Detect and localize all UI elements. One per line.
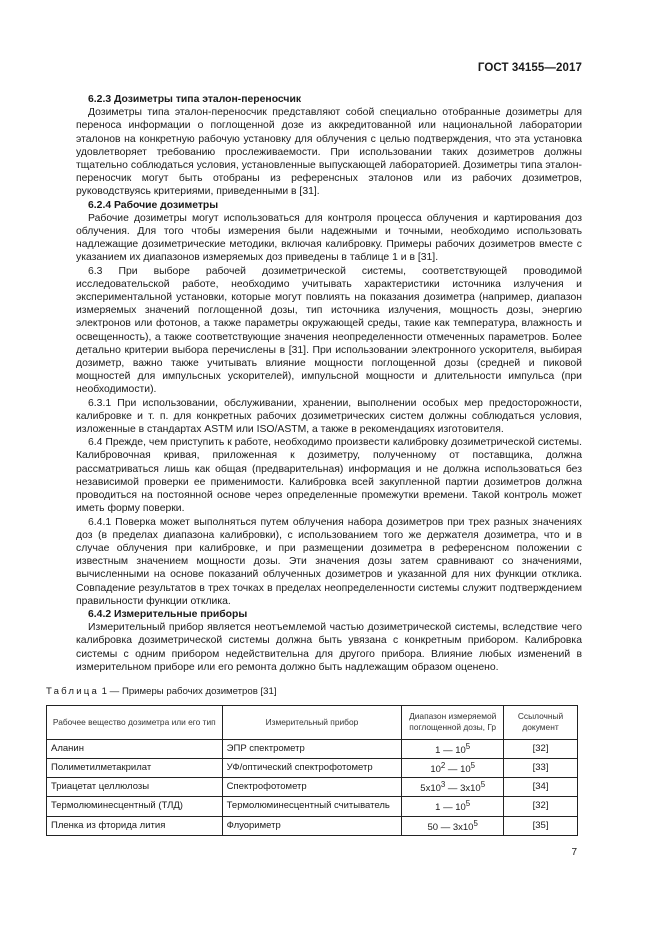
section-heading-6-4-2: 6.4.2 Измерительные приборы: [88, 608, 248, 620]
column-header-reference: Ссылочный документ: [504, 705, 578, 739]
cell-material: Пленка из фторида лития: [47, 816, 223, 835]
dosimeter-table: [46, 705, 578, 836]
cell-material: Полиметилметакрилат: [47, 759, 223, 778]
page-number: 7: [571, 847, 577, 858]
cell-range: $10^2$ — $10^5$: [402, 759, 504, 778]
cell-material: Триацетат целлюлозы: [47, 778, 223, 797]
table-row: [47, 759, 578, 778]
column-header-range: Диапазон измеряемой поглощенной дозы, Гр: [402, 705, 504, 739]
cell-instrument: Термолюминесцентный считыватель: [222, 797, 402, 816]
cell-reference: [32]: [504, 739, 578, 758]
paragraph: 6.4.1 Поверка может выполняться путем облучения набора дозиметров при трех разных значениях доз (в пределах диапазона калибровки), с использованием того же держателя дозиметра, что и в случае облучения при калибровке, и при размещении дозиметра в референсном положении с известным значением мощности дозы. Эти значения дозы затем сравнивают со значениями, вычисленными на основе показаний облученных дозиметров и указанной для них функции отклика. Совпадение результатов в трех точках в пределах неопределенности системы служит подтверждением правильности функции отклика.: [76, 516, 582, 607]
paragraph: Дозиметры типа эталон-переносчик представляют собой специально отобранные дозиметры для переноса информации о поглощенной дозе из аккредитованной или национальной лаборатории эталонов на конкретную рабочую установку для облучения с целью подтверждения, что эта установка удовлетворяет требованию прослеживаемости. При использовании таких дозиметров должны тщательно соблюдаться условия, установленные выпускающей лабораторией. Дозиметры типа эталон-переносчик могут быть отобраны из референсных эталонов или из рабочих дозиметров, руководствуясь критериями, приведенными в [31].: [76, 107, 582, 198]
cell-range: 1 — $10^5$: [402, 739, 504, 758]
paragraph: Измерительный прибор является неотъемлемой частью дозиметрической системы, вследствие чего калибровка дозиметрической системы должна быть увязана с конкретным прибором. Калибровка системы с одним прибором недействительна для другого прибора. Влияние любых изменений в измерительном приборе или его ремонта должно быть надлежащим образом оценено.: [76, 622, 582, 673]
cell-instrument: Спектрофотометр: [222, 778, 402, 797]
column-header-material: Рабочее вещество дозиметра или его тип: [47, 705, 223, 739]
paragraph: 6.3.1 При использовании, обслуживании, хранении, выполнении особых мер предосторожности, калибровке и т. п. для конкретных рабочих дозиметрических систем должны соблюдаться условия, изложенные в стандартах ASTM или ISO/ASTM, а также в рекомендациях изготовителя.: [76, 397, 582, 436]
table-caption-text: 1 — Примеры рабочих дозиметров [31]: [99, 685, 277, 697]
section-heading-6-2-3: 6.2.3 Дозиметры типа эталон-переносчик: [88, 94, 302, 105]
table-row: [47, 778, 578, 797]
table-row: [47, 816, 578, 835]
section-heading-6-2-4: 6.2.4 Рабочие дозиметры: [88, 199, 219, 211]
cell-instrument: УФ/оптический спектрофотометр: [222, 759, 402, 778]
cell-reference: [34]: [504, 778, 578, 797]
paragraph: Рабочие дозиметры могут использоваться для контроля процесса облучения и картирования доз облучения. Для того чтобы измерения были надежными и точными, необходимо использовать надлежащие дозиметрические методики, включая калибровку. Примеры рабочих дозиметров вместе с указанием их диапазонов измеряемых доз приведены в таблице 1 и в [31].: [76, 212, 582, 264]
table-header-row: [47, 705, 578, 739]
cell-reference: [35]: [504, 816, 578, 835]
cell-reference: [32]: [504, 797, 578, 816]
cell-range: $5x10^3$ — $3x10^5$: [402, 778, 504, 797]
cell-material: Аланин: [47, 739, 223, 758]
cell-instrument: Флуориметр: [222, 816, 402, 835]
cell-material: Термолюминесцентный (ТЛД): [47, 797, 223, 816]
cell-instrument: ЭПР спектрометр: [222, 739, 402, 758]
table-row: [47, 797, 578, 816]
page-body: [46, 93, 582, 836]
cell-reference: [33]: [504, 759, 578, 778]
column-header-instrument: Измерительный прибор: [222, 705, 402, 739]
table-caption-word: Таблица: [46, 685, 100, 697]
cell-range: 50 — $3x10^5$: [402, 816, 504, 835]
document-id: ГОСТ 34155—2017: [477, 62, 582, 74]
table-row: [47, 739, 578, 758]
table-caption: [46, 686, 582, 698]
paragraph: 6.4 Прежде, чем приступить к работе, необходимо произвести калибровку дозиметрической системы. Калибровочная кривая, приложенная к дозиметру, полученному от поставщика, должна рассматриваться лишь как общая (предварительная) информация и не должна использоваться без независимой проверки ее применимости. Калибровка всей закупленной партии дозиметров должна проводиться на постоянной основе через определенные промежутки времени. Такой контроль может иметь форму поверки.: [76, 437, 582, 515]
cell-range: 1 — $10^5$: [402, 797, 504, 816]
paragraph: 6.3 При выборе рабочей дозиметрической системы, соответствующей проводимой исследовательской работе, необходимо учитывать характеристики источника излучения и экспериментальной установки, которые могут повлиять на показания дозиметра (например, диапазон измеряемых значений поглощенной дозы, тип источника излучения, мощность дозы, энергию электронов или фотонов, а также параметры окружающей среды, такие как температура, влажность и освещенность), а также соответствующие значения неопределенности отмеченных параметров. Более детально критерии выбора перечислены в [31]. При использовании электронного ускорителя, выбирая дозиметр, важно также учитывать влияние мощности поглощенной дозы (средней и пиковой мощностей для импульсных ускорителей), импульсной мощности и длительности импульса (при необходимости).: [76, 265, 582, 396]
